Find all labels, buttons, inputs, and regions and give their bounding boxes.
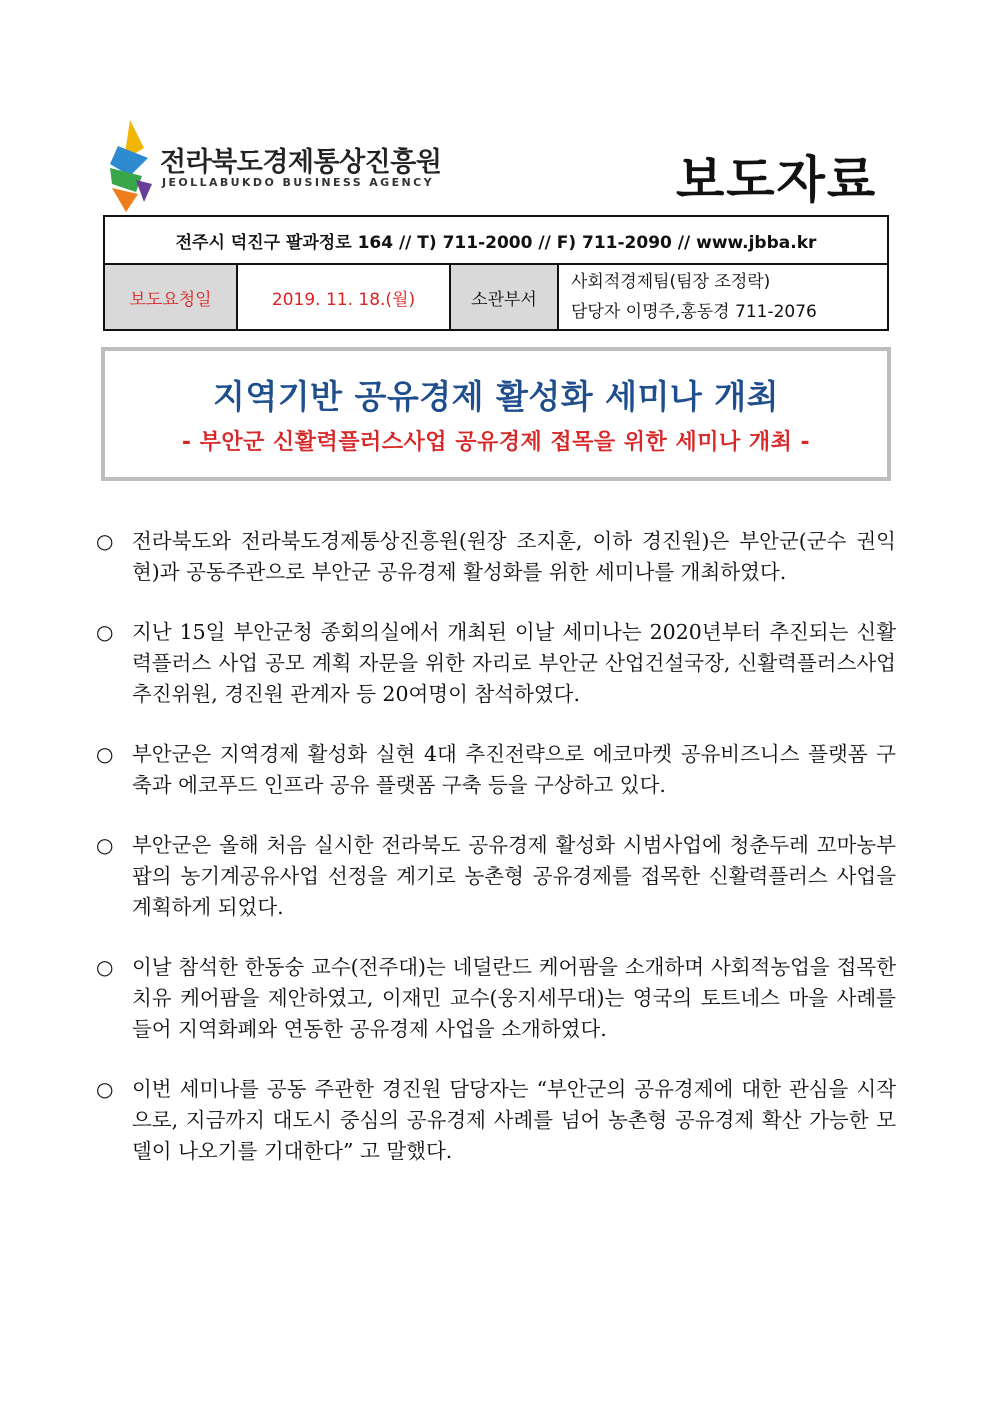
doc-type-title: 보도자료 bbox=[676, 151, 878, 209]
bullet-circle-icon: ○ bbox=[96, 529, 114, 553]
dept-info bbox=[558, 264, 888, 330]
bullet-circle-icon: ○ bbox=[96, 620, 114, 644]
request-date: 2019. 11. 18.(월) bbox=[237, 264, 450, 330]
paragraph-text: 이번 세미나를 공동 주관한 경진원 담당자는 “부안군의 공유경제에 대한 관심을 시작으로, 지금까지 대도시 중심의 공유경제 사례를 넘어 농촌형 공유경제 확산 가능한 모델이 나오기를 기대한다” 고 말했다. bbox=[132, 1077, 896, 1163]
bullet-circle-icon: ○ bbox=[96, 1077, 114, 1101]
press-info-table bbox=[103, 215, 889, 331]
dept-label: 소관부서 bbox=[450, 264, 558, 330]
paragraph bbox=[96, 830, 896, 923]
org-name-en: JEOLLABUKDO BUSINESS AGENCY bbox=[162, 176, 434, 189]
bullet-circle-icon: ○ bbox=[96, 833, 114, 857]
paragraph-text: 부안군은 지역경제 활성화 실현 4대 추진전략으로 에코마켓 공유비즈니스 플랫폼 구축과 에코푸드 인프라 공유 플랫폼 구축 등을 구상하고 있다. bbox=[132, 742, 896, 797]
contact-address: 전주시 덕진구 팔과정로 164 // T) 711-2000 // F) 711-2090 // www.jbba.kr bbox=[104, 216, 888, 264]
paragraph-text: 지난 15일 부안군청 종회의실에서 개최된 이날 세미나는 2020년부터 추진되는 신활력플러스 사업 공모 계획 자문을 위한 자리로 부안군 산업건설국장, 신활력플러스사업추진위원, 경진원 관계자 등 20여명이 참석하였다. bbox=[132, 620, 896, 706]
bullet-circle-icon: ○ bbox=[96, 742, 114, 766]
org-name: 전라북도경제통상진흥원 bbox=[160, 147, 442, 178]
agency-logo bbox=[104, 118, 442, 214]
paragraph bbox=[96, 739, 896, 801]
dept-team: 사회적경제팀(팀장 조정락) bbox=[571, 272, 771, 292]
paragraph bbox=[96, 526, 896, 588]
bullet-circle-icon: ○ bbox=[96, 955, 114, 979]
dept-contact: 담당자 이명주,홍동경 711-2076 bbox=[571, 302, 817, 322]
paragraph bbox=[96, 617, 896, 710]
paragraph-text: 이날 참석한 한동숭 교수(전주대)는 네덜란드 케어팜을 소개하며 사회적농업을 접목한 치유 케어팜을 제안하였고, 이재민 교수(웅지세무대)는 영국의 토트네스 마을 사례를 들어 지역화폐와 연동한 공유경제 사업을 소개하였다. bbox=[132, 955, 896, 1041]
paragraph-text: 전라북도와 전라북도경제통상진흥원(원장 조지훈, 이하 경진원)은 부안군(군수 권익현)과 공동주관으로 부안군 공유경제 활성화를 위한 세미나를 개최하였다. bbox=[132, 529, 896, 584]
paragraph bbox=[96, 1074, 896, 1167]
paragraph-text: 부안군은 올해 처음 실시한 전라북도 공유경제 활성화 시범사업에 청춘두레 꼬마농부팝의 농기계공유사업 선정을 계기로 농촌형 공유경제를 접목한 신활력플러스 사업을 계획하게 되었다. bbox=[132, 833, 896, 919]
request-date-label: 보도요청일 bbox=[104, 264, 237, 330]
headline-subtitle: - 부안군 신활력플러스사업 공유경제 접목을 위한 세미나 개최 - bbox=[181, 430, 811, 455]
paragraph bbox=[96, 952, 896, 1045]
headline-box bbox=[101, 347, 891, 481]
agency-logo-mark bbox=[104, 118, 156, 214]
article-body bbox=[96, 526, 896, 1196]
headline-title: 지역기반 공유경제 활성화 세미나 개최 bbox=[212, 377, 779, 416]
